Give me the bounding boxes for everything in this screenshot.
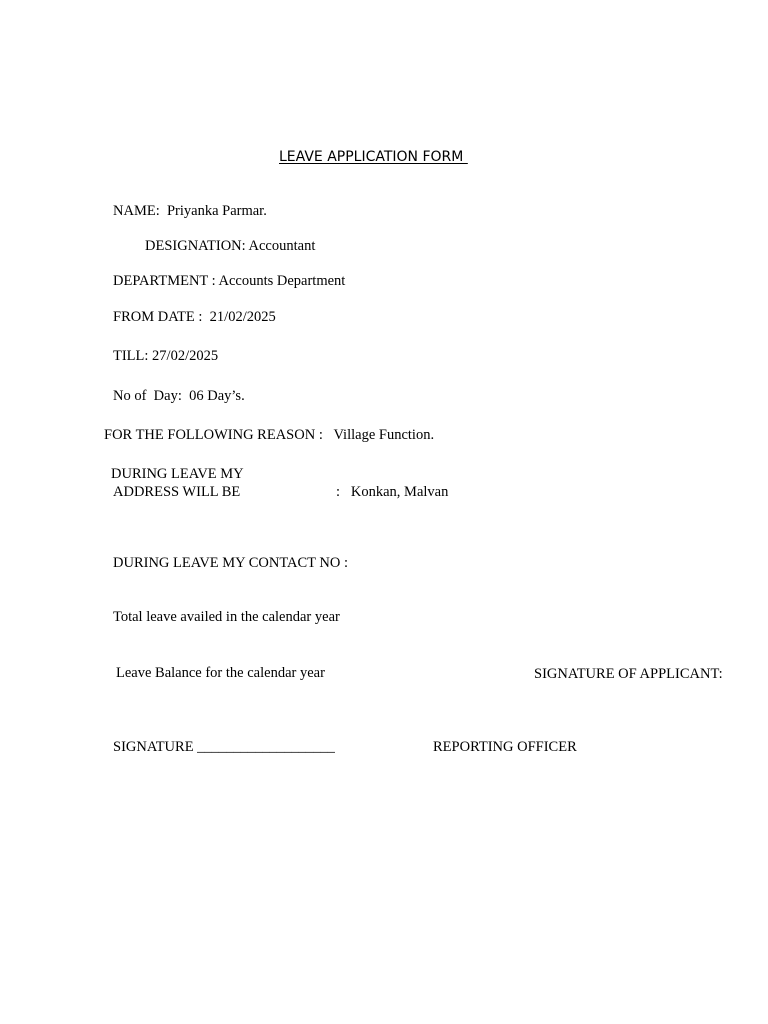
reason-field: FOR THE FOLLOWING REASON : Village Function. [104,427,435,443]
total-leave-field: Total leave availed in the calendar year [113,609,340,625]
signature-line: SIGNATURE ___________________ [113,739,335,755]
applicant-signature-label: SIGNATURE OF APPLICANT: [534,666,723,682]
form-title: LEAVE APPLICATION FORM [279,149,468,165]
designation-field: DESIGNATION: Accountant [145,238,316,254]
address-label-line1: DURING LEAVE MY [111,466,244,482]
department-field: DEPARTMENT : Accounts Department [113,273,346,289]
till-date-field: TILL: 27/02/2025 [113,348,219,364]
address-value: : Konkan, Malvan [336,484,449,500]
days-count-field: No of Day: 06 Day’s. [113,388,245,404]
from-date-field: FROM DATE : 21/02/2025 [113,309,276,325]
contact-number-field: DURING LEAVE MY CONTACT NO : [113,555,349,571]
leave-balance-field: Leave Balance for the calendar year [116,665,325,681]
address-label-line2: ADDRESS WILL BE [113,484,241,500]
name-field: NAME: Priyanka Parmar. [113,203,267,219]
reporting-officer-label: REPORTING OFFICER [433,739,577,755]
